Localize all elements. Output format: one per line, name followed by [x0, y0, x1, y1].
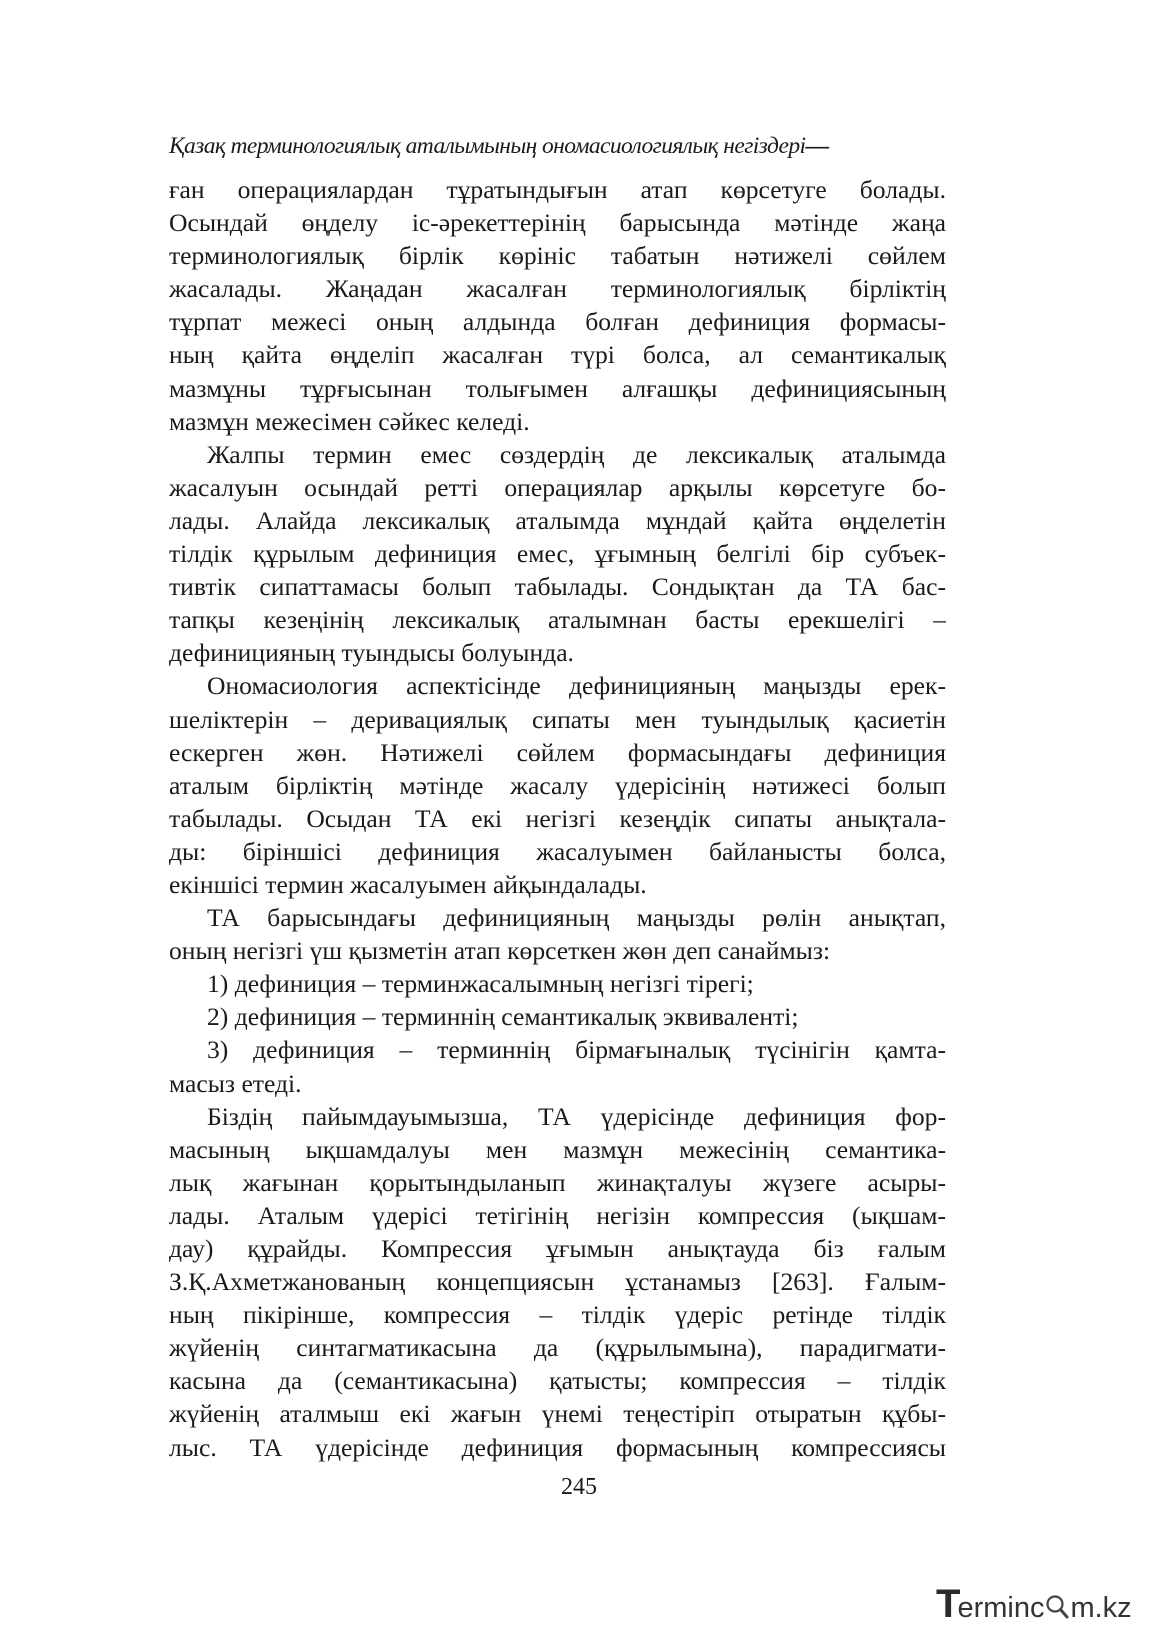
text-line: ның пікірінше, компрессия – тілдік үдеріс ретінде тілдік	[169, 1300, 946, 1330]
watermark-letter-t: T	[936, 1582, 958, 1626]
text-line: лады. Аталым үдерісі тетігінің негізін компрессия (ықшам-	[169, 1200, 946, 1230]
text-line: масыз етеді.	[169, 1068, 302, 1098]
text-line: ның қайта өңделіп жасалған түрі болса, ал семантикалық	[169, 340, 946, 370]
text-line: дау) құрайды. Компрессия ұғымын анықтауда біз ғалым	[169, 1234, 946, 1263]
watermark-text-part2: m.kz	[1070, 1592, 1132, 1624]
text-line: касына да (семантикасына) қатысты; компрессия – тілдік	[169, 1366, 946, 1396]
text-line: екіншісі термин жасалуымен айқындалады.	[169, 869, 647, 899]
text-line: жүйенің синтагматикасына да (құрылымына), парадигмати-	[169, 1333, 946, 1363]
text-line: терминологиялық бірлік көрініс табатын нәтижелі сөйлем	[169, 241, 946, 271]
text-line: жасалады. Жаңадан жасалған терминологиялық бірліктің	[169, 274, 946, 304]
text-line: табылады. Осыдан ТА екі негізгі кезеңдік сипаты анықтала-	[169, 803, 946, 833]
text-line: Біздің пайымдауымызша, ТА үдерісінде дефиниция фор-	[207, 1101, 946, 1131]
text-line: тивтік сипаттамасы болып табылады. Сондықтан да ТА бас-	[169, 572, 946, 602]
termincom-watermark-logo	[936, 1584, 1132, 1624]
text-line: шеліктерін – деривациялық сипаты мен туындылық қасиетін	[169, 704, 946, 734]
text-line: дефиницияның туындысы болуында.	[169, 638, 574, 668]
magnifier-o-icon	[1045, 1593, 1069, 1619]
text-line: З.Қ.Ахметжанованың концепциясын ұстанамыз [263]. Ғалым-	[169, 1267, 946, 1297]
running-title: Қазақ терминологиялық аталымының ономасиологиялық негіздері	[169, 133, 806, 159]
text-line: ТА барысындағы дефиницияның маңызды рөлін анықтап,	[207, 903, 946, 933]
text-line: тұрпат межесі оның алдында болған дефиниция формасы-	[169, 307, 946, 337]
text-line: 2) дефиниция – терминнің семантикалық эквиваленті;	[207, 1002, 799, 1032]
text-line: лады. Алайда лексикалық аталымда мұндай қайта өңделетін	[169, 505, 946, 535]
text-line: лыс. ТА үдерісінде дефиниция формасының компрессиясы	[169, 1432, 946, 1462]
text-line: жүйенің аталмыш екі жағын үнемі теңестіріп отыратын құбы-	[169, 1399, 946, 1429]
text-line: 3) дефиниция – терминнің бірмағыналық түсінігін қамта-	[207, 1035, 946, 1065]
page-number: 245	[561, 1474, 597, 1500]
text-line: тапқы кезеңінің лексикалық аталымнан басты ерекшелігі –	[169, 605, 946, 635]
text-line: Осындай өңделу іс-әрекеттерінің барысында мәтінде жаңа	[169, 208, 946, 238]
text-line: ған операциялардан тұратындығын атап көрсетуге болады.	[169, 175, 946, 204]
running-header	[169, 131, 949, 161]
text-line: ды: біріншісі дефиниция жасалуымен байланысты болса,	[169, 836, 946, 866]
text-line: жасалуын осындай ретті операциялар арқылы көрсетуге бо-	[169, 472, 946, 502]
text-line: ескерген жөн. Нәтижелі сөйлем формасындағы дефиниция	[169, 737, 946, 767]
text-line: Жалпы термин емес сөздердің де лексикалық аталымда	[207, 439, 946, 469]
text-line: мазмұн межесімен сәйкес келеді.	[169, 406, 530, 436]
header-dash: —	[805, 133, 829, 159]
text-line: масының ықшамдалуы мен мазмұн межесінің семантика-	[169, 1134, 946, 1164]
text-line: 1) дефиниция – терминжасалымның негізгі тірегі;	[207, 969, 754, 999]
page-body-text	[169, 173, 946, 1464]
watermark-text-part1: erminc	[957, 1592, 1045, 1624]
text-line: мазмұны тұрғысынан толығымен алғашқы дефинициясының	[169, 373, 946, 403]
text-line: оның негізгі үш қызметін атап көрсеткен жөн деп санаймыз:	[169, 936, 831, 966]
text-line: Ономасиология аспектісінде дефиницияның маңызды ерек-	[207, 671, 946, 701]
text-line: лық жағынан қорытындыланып жинақталуы жүзеге асыры-	[169, 1167, 946, 1197]
text-line: аталым бірліктің мәтінде жасалу үдерісінің нәтижесі болып	[169, 770, 946, 800]
text-line: тілдік құрылым дефиниция емес, ұғымның белгілі бір субъек-	[169, 539, 946, 569]
